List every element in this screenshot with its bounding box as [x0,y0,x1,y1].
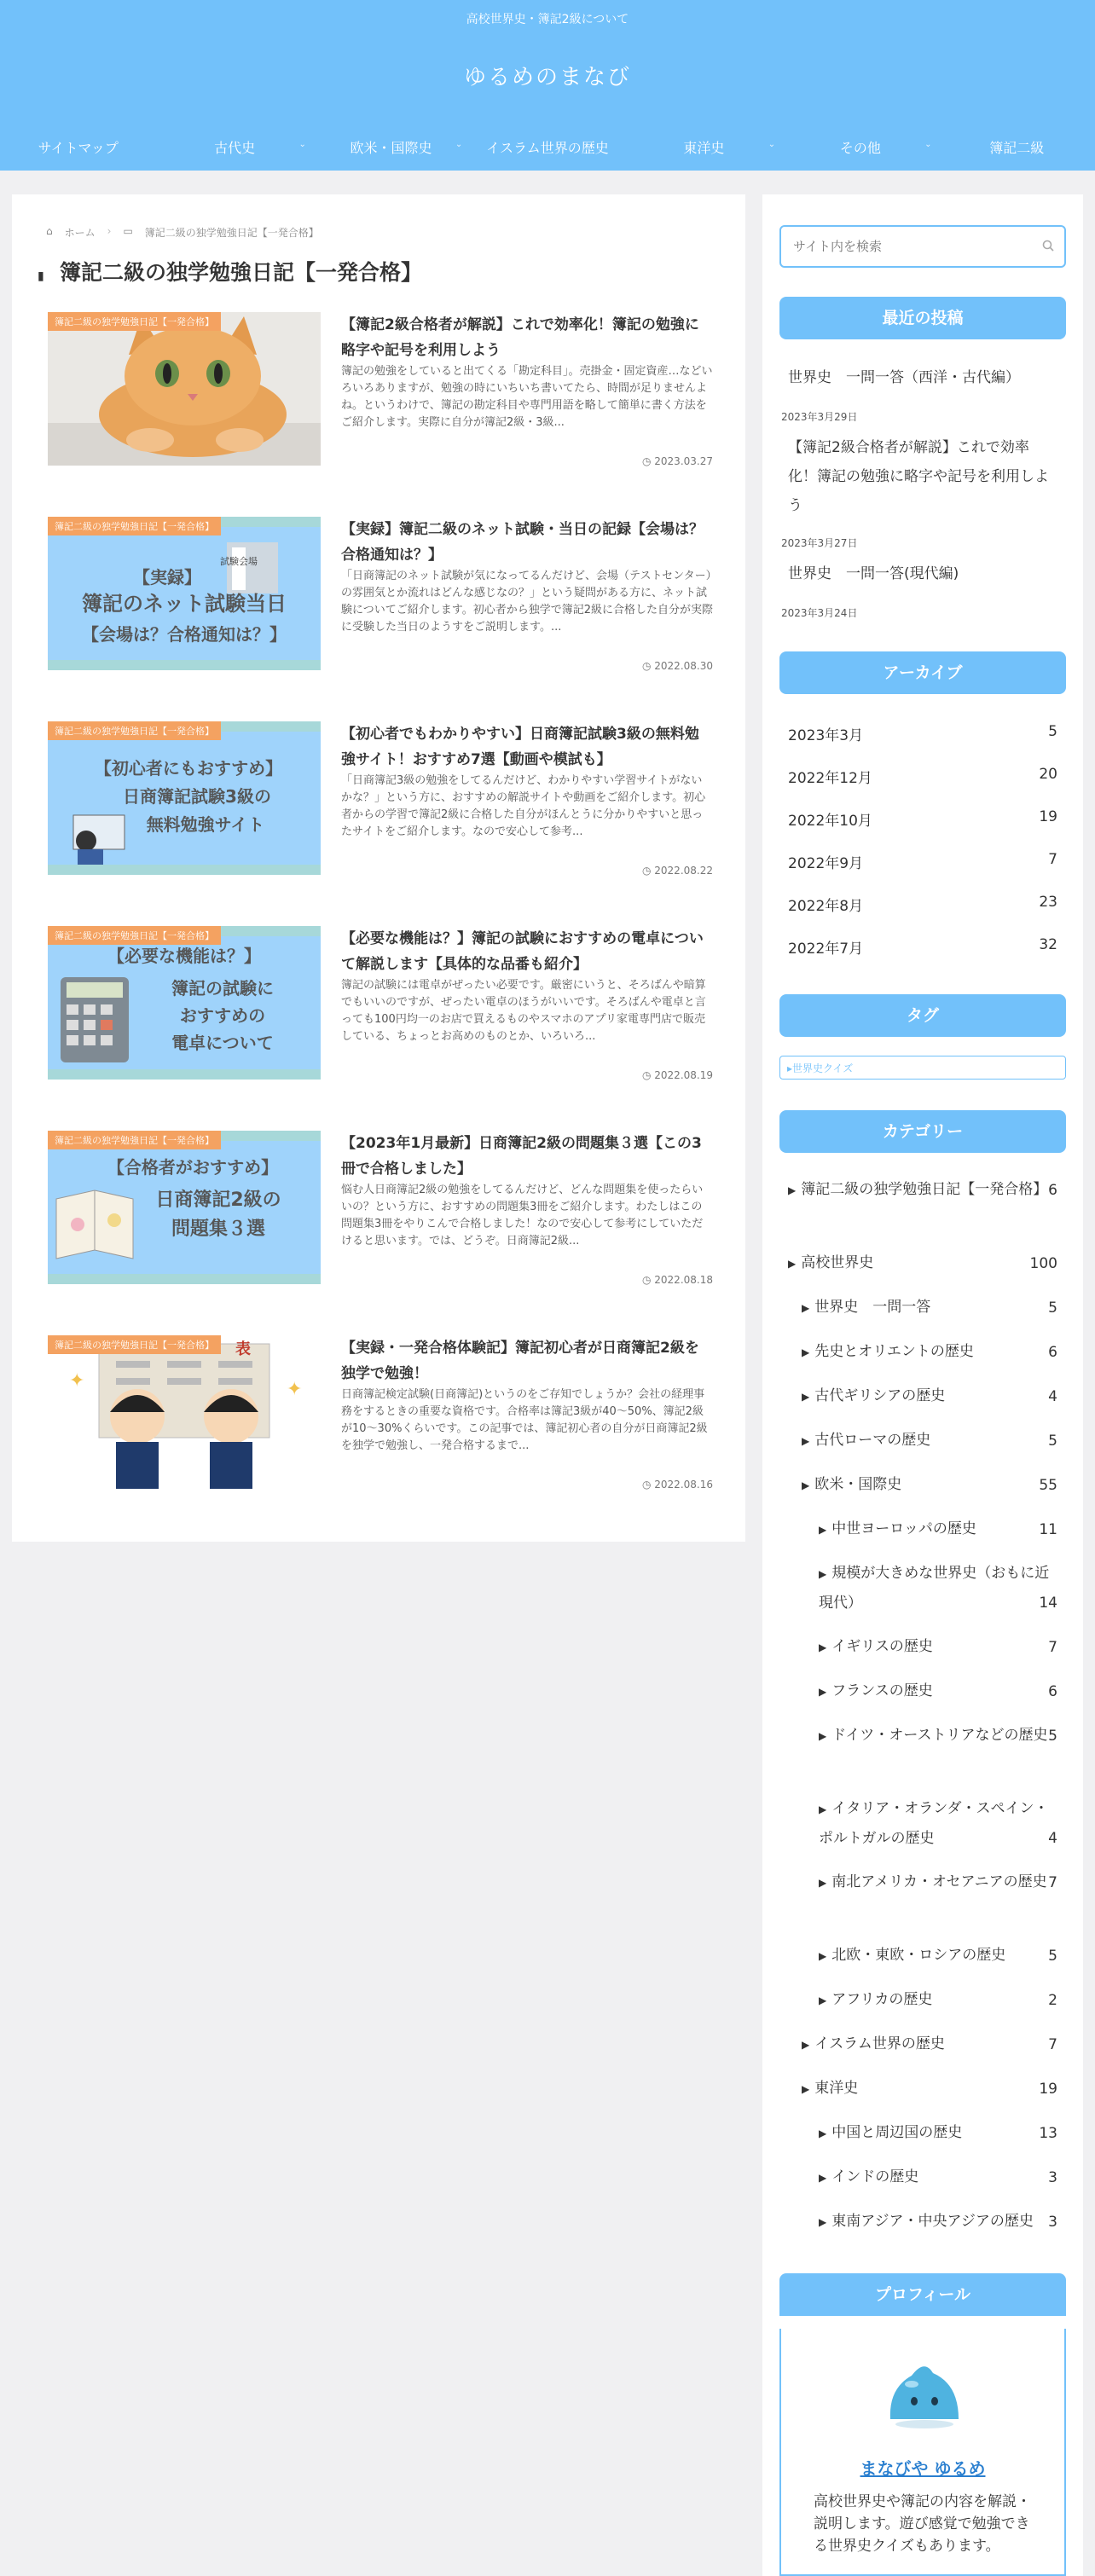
archive-count: 5 [1048,723,1057,740]
nav-label: 簿記二級 [989,139,1045,156]
archive-count: 23 [1039,894,1057,911]
nav-item-sitemap[interactable] [0,128,156,165]
tag-icon: ▸ [787,1062,793,1074]
post-thumbnail[interactable] [48,721,321,875]
category-item[interactable] [788,1175,1057,1205]
category-count: 55 [1039,1477,1057,1494]
post-date [642,1479,713,1491]
site-tagline: 高校世界史・簿記2級について [466,13,629,26]
post-card[interactable] [48,312,713,474]
thumb-text: 無料勉強サイト [146,814,265,835]
category-item[interactable] [819,1985,1057,2015]
chevron-down-icon: ⌄ [768,140,776,149]
category-label: 東南アジア・中央アジアの歴史 [831,2213,1034,2230]
category-count: 7 [1048,1639,1057,1656]
thumb-text: おすすめの [179,1005,266,1026]
post-date [642,455,713,467]
caret-right-icon: ▶ [819,1877,827,1889]
recent-post-link[interactable]: 世界史 一問一答（西洋・古代編） [788,369,1020,386]
category-count: 6 [1048,1683,1057,1700]
post-date [642,865,713,877]
category-badge: 簿記二級の独学勉強日記【一発合格】 [48,517,221,535]
thumb-text: 簿記のネット試験当日 [82,592,287,616]
post-card[interactable] [48,926,713,1088]
breadcrumb [46,225,319,240]
category-count: 3 [1048,2214,1057,2231]
chevron-down-icon: ⌄ [298,140,306,149]
category-count: 5 [1048,1948,1057,1965]
archive-label: 2023年3月 [788,727,864,744]
nav-label: 欧米・国際史 [350,139,432,156]
category-badge: 簿記二級の独学勉強日記【一発合格】 [48,926,221,945]
page-title-text: 簿記二級の独学勉強日記【一発合格】 [60,260,423,285]
category-count: 6 [1048,1344,1057,1361]
clock-icon: ◷ [641,1479,655,1491]
archive-label: 2022年9月 [788,855,864,872]
thumb-text: 簿記の試験に [171,978,274,999]
caret-right-icon: ▶ [819,1524,827,1536]
nav-label: 東洋史 [683,139,725,156]
thumb-text: 日商簿記試験3級の [123,786,271,807]
category-item[interactable] [802,1293,1057,1323]
profile-bio: 高校世界史や簿記の内容を解説・説明します。遊び感覚で勉強できる世界史クイズもあります。 [814,2493,1031,2555]
caret-right-icon: ▶ [802,2083,810,2095]
slime-avatar-icon [882,2354,967,2431]
post-card[interactable] [48,517,713,679]
category-count: 5 [1048,1300,1057,1317]
thumb-text: 【会場は？合格通知は？】 [82,624,287,645]
recent-posts-heading: 最近の投稿 [779,297,1066,339]
category-count: 7 [1048,2036,1057,2053]
post-excerpt: 「日商簿記のネット試験が気になってるんだけど、会場（テストセンター）の雰囲気とか流れはどんな感じなの？」という疑問がある方に、ネット試験についてご紹介します。初心者から独学で簿記2級に合格した自分が実際に受験した当日のようすをご説明します。... [341,570,713,634]
category-label: イスラム世界の歴史 [814,2035,945,2052]
clock-icon: ◷ [641,660,655,672]
caret-right-icon: ▶ [819,2127,827,2139]
caret-right-icon: ▶ [819,1950,827,1962]
category-item[interactable] [819,1794,1057,1853]
post-date-text: 2022.08.22 [654,865,713,877]
page-title [38,256,422,287]
post-date [642,1274,713,1286]
post-date [642,660,713,672]
category-item[interactable] [819,1632,1057,1662]
search-form [779,225,1066,268]
archive-count: 32 [1039,936,1057,953]
post-date-text: 2022.08.18 [654,1274,713,1286]
main-content [12,194,745,1542]
category-label: イギリスの歴史 [831,1638,933,1655]
search-icon[interactable] [1042,240,1054,252]
caret-right-icon: ▶ [819,2172,827,2184]
site-title[interactable]: ゆるめのまなび [463,65,631,90]
recent-post-date: 2023年3月24日 [781,607,858,619]
archive-count: 20 [1039,766,1057,783]
folder-icon: ▭ [123,225,133,237]
category-item[interactable] [819,1676,1057,1706]
caret-right-icon: ▶ [802,1435,810,1447]
post-excerpt: 簿記の勉強をしていると出てくる「勘定科目」。売掛金・固定資産…などいろいろありますが、勉強の時にいちいち書いてたら、時間が足りませんよね。というわけで、簿記の勘定科目や専門用語を略して簡単に書く方法をご紹介します。実際に自分が簿記2級・3級... [341,365,713,429]
post-card[interactable] [48,1335,713,1497]
category-count: 5 [1048,1433,1057,1450]
svg-text:✦: ✦ [69,1370,85,1392]
post-date-text: 2022.08.16 [654,1479,713,1491]
category-item[interactable] [819,2207,1057,2237]
category-item[interactable] [819,2162,1057,2192]
archive-heading: アーカイブ [779,651,1066,694]
category-label: 規模が大きめな世界史（おもに近現代） [819,1565,1050,1612]
archive-item[interactable] [779,839,1066,882]
category-label: フランスの歴史 [831,1682,933,1699]
archive-label: 2022年10月 [788,813,872,830]
caret-right-icon: ▶ [819,1686,827,1698]
post-thumbnail[interactable] [48,1335,321,1489]
thumb-sign: 試験会場 [220,556,258,567]
post-date [642,1069,713,1081]
category-item[interactable] [802,1426,1057,1456]
post-date-text: 2022.08.30 [654,660,713,672]
caret-right-icon: ▶ [788,1184,797,1196]
post-title[interactable]: 【簿記2級合格者が解説】これで効率化！簿記の勉強に略字や記号を利用しよう [341,316,699,359]
caret-right-icon: ▶ [819,1994,827,2006]
thumb-text: 問題集３選 [171,1219,266,1240]
caret-right-icon: ▶ [819,2216,827,2228]
category-count: 3 [1048,2169,1057,2186]
category-count: 11 [1039,1521,1057,1538]
caret-right-icon: ▶ [802,1479,810,1491]
nav-label: その他 [839,139,881,156]
chevron-down-icon: ⌄ [924,140,932,149]
profile-name[interactable]: まなびや ゆるめ [860,2458,986,2479]
caret-right-icon: ▶ [802,1302,810,1314]
clock-icon: ◷ [641,1274,655,1286]
post-title[interactable]: 【初心者でもわかりやすい】日商簿記試験3級の無料勉強サイト！おすすめ7選【動画や模試も】 [341,726,699,768]
category-label: 中国と周辺国の歴史 [831,2124,963,2141]
post-thumbnail[interactable] [48,517,321,670]
profile-card [779,2329,1066,2576]
post-excerpt: 悩む人日商簿記2級の勉強をしてるんだけど、どんな問題集を使ったらいいの？という方に、おすすめの問題集3冊をご紹介します。わたしはこの問題集3冊をやりこんで合格しました！なので安心して参考にしていただけると思います。では、どうぞ。日商簿記2級... [341,1184,704,1247]
nav-label: 古代史 [214,139,256,156]
category-label: アフリカの歴史 [831,1991,933,2008]
category-count: 2 [1048,1992,1057,2009]
exam-thumbnail-image [48,517,321,670]
nav-item-boki[interactable] [939,128,1095,165]
category-label: ドイツ・オーストリアなどの歴史 [831,1727,1048,1744]
svg-text:✦: ✦ [287,1379,303,1400]
recent-post-link[interactable]: 世界史 一問一答(現代編) [788,565,959,582]
thumb-text: 【初心者にもおすすめ】 [94,758,283,779]
nav-label: サイトマップ [38,139,119,156]
post-title[interactable]: 【実録】簿記二級のネット試験・当日の記録【会場は？合格通知は？】 [341,521,704,564]
post-title[interactable]: 【2023年1月最新】日商簿記2級の問題集３選【この3冊で合格しました】 [341,1135,702,1178]
category-item[interactable] [819,1941,1057,1971]
celebrating-students-image [48,1335,321,1489]
global-nav [0,128,1095,165]
calculator-thumbnail-image [48,926,321,1080]
category-badge: 簿記二級の独学勉強日記【一発合格】 [48,1131,221,1149]
category-heading: カテゴリー [779,1110,1066,1153]
recent-post-link[interactable]: 【簿記2級合格者が解説】これで効率化！簿記の勉強に略字や記号を利用しよう [788,439,1049,514]
thumb-text: 【合格者がおすすめ】 [107,1157,279,1178]
caret-right-icon: ▶ [802,2039,810,2051]
archive-item[interactable] [779,754,1066,796]
clock-icon: ◷ [641,1069,655,1081]
breadcrumb-current: 簿記二級の独学勉強日記【一発合格】 [144,227,319,239]
post-title[interactable]: 【必要な機能は？】簿記の試験におすすめの電卓について解説します【具体的な品番も紹介】 [341,930,704,973]
caret-right-icon: ▶ [819,1641,827,1653]
category-label: 北欧・東欧・ロシアの歴史 [831,1947,1006,1964]
clock-icon: ◷ [641,865,655,877]
archive-item[interactable] [779,796,1066,839]
thumb-text: 【実録】 [133,567,201,588]
category-label: 簿記二級の独学勉強日記【一発合格】 [801,1181,1048,1198]
category-label: 東洋史 [814,2080,859,2097]
category-label: 先史とオリエントの歴史 [814,1343,974,1360]
study-site-thumbnail-image [48,721,321,875]
thumb-text: 【必要な機能は？】 [107,946,261,966]
post-card[interactable] [48,1131,713,1293]
category-label: 南北アメリカ・オセアニアの歴史 [831,1873,1047,1890]
category-label: 世界史 一問一答 [814,1299,931,1316]
nav-label: イスラム世界の歴史 [486,139,609,156]
site-header [0,0,1095,171]
thumb-text: 日商簿記2級の [155,1190,281,1211]
post-card[interactable] [48,721,713,883]
recent-post-date: 2023年3月29日 [781,411,858,423]
category-badge: 簿記二級の独学勉強日記【一発合格】 [48,721,221,740]
archive-item[interactable] [779,711,1066,754]
breadcrumb-home[interactable]: ホーム [64,227,96,239]
caret-right-icon: ▶ [788,1258,797,1270]
post-title[interactable]: 【実録・一発合格体験記】簿記初心者が日商簿記2級を独学で勉強！ [341,1340,699,1382]
post-date-text: 2023.03.27 [654,455,713,467]
recent-post-date: 2023年3月27日 [781,537,858,549]
archive-count: 7 [1048,851,1057,868]
category-count: 13 [1039,2125,1057,2142]
nav-item-islam[interactable] [469,128,625,165]
category-label: 古代ローマの歴史 [814,1432,931,1449]
category-count: 6 [1048,1182,1057,1199]
category-count: 4 [1048,1830,1057,1847]
category-count: 14 [1039,1595,1057,1612]
category-item[interactable] [819,2118,1057,2148]
archive-item[interactable] [779,924,1066,967]
category-item[interactable] [788,1248,1057,1278]
workbook-thumbnail-image [48,1131,321,1284]
post-thumbnail[interactable] [48,1131,321,1284]
archive-count: 19 [1039,808,1057,825]
category-label: 中世ヨーロッパの歴史 [831,1520,976,1537]
category-count: 4 [1048,1388,1057,1405]
category-count: 7 [1048,1874,1057,1891]
caret-right-icon: ▶ [819,1568,827,1580]
thumb-sign: 表 [235,1340,251,1358]
category-item[interactable] [802,1337,1057,1367]
category-item[interactable] [819,1867,1057,1897]
chevron-down-icon: ⌄ [455,140,463,149]
category-item[interactable] [802,2029,1057,2059]
category-label: インドの歴史 [831,2168,919,2185]
nav-item-oriental[interactable] [626,128,782,165]
post-excerpt: 日商簿記検定試験(日商簿記)というのをご存知でしょうか？会社の経理事務をするときの重要な資格です。合格率は簿記3級が40〜50%、簿記2級が10〜30%くらいです。この記事では、簿記初心者の自分が日商簿記2級を独学で勉強し、一発合格するまで... [341,1388,708,1452]
archive-label: 2022年7月 [788,941,864,958]
thumb-text: 電卓について [171,1033,274,1053]
tag-link[interactable] [779,1056,1066,1080]
post-date-text: 2022.08.19 [654,1069,713,1081]
post-thumbnail[interactable] [48,926,321,1080]
nav-item-other[interactable] [782,128,938,165]
category-badge: 簿記二級の独学勉強日記【一発合格】 [48,312,221,331]
category-item[interactable] [802,2074,1057,2104]
category-item[interactable] [819,1559,1057,1618]
nav-item-ancient[interactable] [156,128,312,165]
post-excerpt: 「日商簿記3級の勉強をしてるんだけど、わかりやすい学習サイトがないかな？」という方に、おすすめの解説サイトや動画をご紹介します。初心者からの学習で簿記2級に合格した自分がほんとうに分かりやすいと思ったサイトをご紹介します。なので安心して参考... [341,774,706,838]
home-icon: ⌂ [46,225,53,237]
category-badge: 簿記二級の独学勉強日記【一発合格】 [48,1335,221,1354]
caret-right-icon: ▶ [819,1803,827,1815]
clock-icon: ◷ [641,455,655,467]
post-excerpt: 簿記の試験には電卓がぜったい必要です。厳密にいうと、そろばんや暗算でもいいのですが、ぜったい電卓のほうがいいです。そろばんや電卓と言っても100円均一のお店で買えるものやスマホのアプリ家電専門店で販売している、ちょっとお高めのものとか、いろいろ... [341,979,706,1043]
category-item[interactable] [802,1470,1057,1500]
archive-label: 2022年12月 [788,770,872,787]
nav-item-western[interactable] [313,128,469,165]
folder-icon: ▮ [38,269,44,283]
category-label: 欧米・国際史 [814,1476,902,1493]
category-count: 19 [1039,2081,1057,2098]
tag-label: 世界史クイズ [792,1062,854,1074]
category-item[interactable] [819,1514,1057,1544]
breadcrumb-separator: › [107,225,112,237]
sidebar [762,194,1083,2576]
profile-heading: プロフィール [779,2273,1066,2316]
category-count: 5 [1048,1728,1057,1745]
kitten-image [48,312,321,466]
category-label: 古代ギリシアの歴史 [814,1387,946,1404]
category-item[interactable] [802,1381,1057,1411]
caret-right-icon: ▶ [802,1391,810,1403]
archive-label: 2022年8月 [788,898,864,915]
post-thumbnail[interactable] [48,312,321,466]
category-count: 100 [1029,1255,1057,1272]
tag-heading: タグ [779,994,1066,1037]
category-label: 高校世界史 [801,1254,874,1271]
archive-item[interactable] [779,882,1066,924]
search-input[interactable] [793,237,1032,256]
category-label: イタリア・オランダ・スペイン・ポルトガルの歴史 [819,1800,1049,1847]
caret-right-icon: ▶ [819,1730,827,1742]
caret-right-icon: ▶ [802,1346,810,1358]
category-item[interactable] [819,1721,1057,1751]
